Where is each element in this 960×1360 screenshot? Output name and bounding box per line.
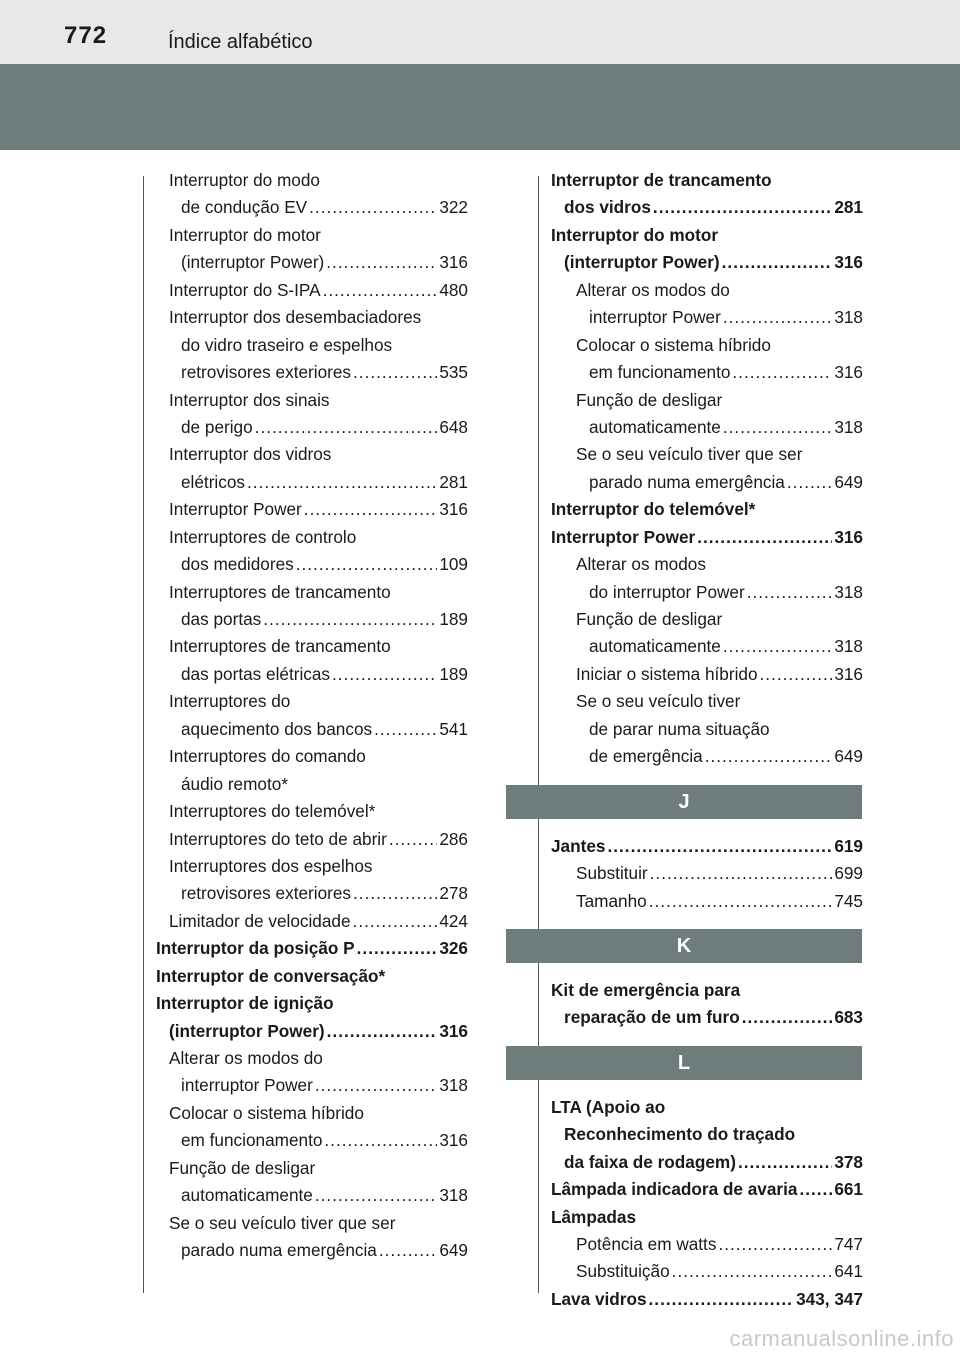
dot-leader <box>697 524 832 551</box>
entry-term: retrovisores exteriores <box>181 362 352 383</box>
entry-page-number: 109 <box>439 554 468 575</box>
entry-term: automaticamente <box>589 416 721 437</box>
index-column-right <box>551 167 863 1313</box>
index-entry <box>551 167 863 194</box>
index-entry <box>156 908 468 935</box>
entry-term: das portas elétricas <box>181 663 331 684</box>
entry-page-number: 278 <box>439 883 468 904</box>
entry-term: da faixa de rodagem) <box>564 1151 736 1172</box>
index-entry <box>551 277 863 304</box>
dot-leader <box>357 935 438 962</box>
entry-term: Interruptor de conversação* <box>156 965 386 986</box>
entry-term: de emergência <box>589 746 703 767</box>
entry-page-number: 378 <box>834 1151 863 1172</box>
entry-term: em funcionamento <box>181 1130 323 1151</box>
entry-term: Substituição <box>576 1261 670 1282</box>
index-entry <box>551 359 863 386</box>
dot-leader <box>374 716 437 743</box>
dot-leader <box>799 1176 832 1203</box>
index-entry <box>156 1127 468 1154</box>
entry-page-number: 649 <box>834 746 863 767</box>
entry-term: LTA (Apoio ao <box>551 1096 666 1117</box>
index-entry <box>156 771 468 798</box>
dot-leader <box>389 826 437 853</box>
dot-leader <box>723 633 832 660</box>
dot-leader <box>247 469 437 496</box>
entry-term: do vidro traseiro e espelhos <box>181 334 393 355</box>
dot-leader <box>723 304 832 331</box>
dot-leader <box>315 1182 437 1209</box>
entry-term: em funcionamento <box>589 362 731 383</box>
entry-term: parado numa emergência <box>589 471 785 492</box>
entry-term: automaticamente <box>181 1185 313 1206</box>
index-entry <box>156 194 468 221</box>
entry-page-number: 424 <box>439 910 468 931</box>
index-entry <box>551 1231 863 1258</box>
entry-page-number: 747 <box>834 1234 863 1254</box>
index-entry <box>156 826 468 853</box>
index-entry <box>551 332 863 359</box>
entry-page-number: 189 <box>439 663 468 684</box>
index-entry <box>156 1155 468 1182</box>
left-column-rule <box>143 176 144 1293</box>
entry-page-number: 541 <box>439 718 468 739</box>
index-entry <box>156 277 468 304</box>
index-entry <box>156 743 468 770</box>
right-column-rule <box>538 176 539 1293</box>
entry-term: de parar numa situação <box>589 718 770 739</box>
entry-page-number: 745 <box>834 890 863 911</box>
entry-term: Interruptores de controlo <box>169 526 357 547</box>
entry-term: reparação de um furo <box>564 1007 740 1028</box>
entry-page-number: 316 <box>439 252 468 273</box>
entry-term: Tamanho <box>576 890 647 911</box>
index-entry <box>551 977 863 1004</box>
page-header <box>0 0 960 64</box>
entry-page-number: 316 <box>439 499 468 520</box>
entry-page-number: 619 <box>834 835 863 856</box>
index-entry <box>551 496 863 523</box>
entry-term: Iniciar o sistema híbrido <box>576 663 758 684</box>
dot-leader <box>309 194 437 221</box>
entry-term: Interruptor do motor <box>551 224 719 245</box>
dot-leader <box>705 743 833 770</box>
entry-page-number: 281 <box>439 471 468 492</box>
entry-page-number: 316 <box>834 252 863 273</box>
index-entry <box>551 469 863 496</box>
dot-leader <box>315 1072 437 1099</box>
entry-page-number: 189 <box>439 609 468 629</box>
entry-term: Interruptores dos espelhos <box>169 855 373 876</box>
dot-leader <box>738 1149 832 1176</box>
index-entry <box>551 194 863 221</box>
entry-term: Interruptores do comando <box>169 746 366 767</box>
index-entry <box>551 743 863 770</box>
entry-term: Alterar os modos <box>576 554 706 575</box>
index-entry <box>156 167 468 194</box>
entry-page-number: 316 <box>834 362 863 383</box>
dot-leader <box>723 414 832 441</box>
entry-page-number: 318 <box>439 1185 468 1206</box>
entry-page-number: 661 <box>834 1179 863 1200</box>
dot-leader <box>332 661 437 688</box>
entry-page-number: 649 <box>439 1240 468 1261</box>
dot-leader <box>324 1127 437 1154</box>
index-entry <box>551 1204 863 1231</box>
index-entry <box>156 332 468 359</box>
index-entry <box>551 1258 863 1285</box>
entry-term: Lâmpada indicadora de avaria <box>551 1179 798 1200</box>
index-entry <box>156 304 468 331</box>
index-entry <box>156 606 468 633</box>
entry-term: Função de desligar <box>576 609 723 629</box>
entry-term: Se o seu veículo tiver <box>576 691 741 712</box>
entry-term: Lâmpadas <box>551 1206 637 1227</box>
entry-term: Alterar os modos do <box>169 1048 323 1068</box>
entry-term: Interruptor do motor <box>169 224 321 245</box>
entry-term: dos vidros <box>564 197 651 218</box>
entry-term: interruptor Power <box>589 307 721 328</box>
entry-term: Interruptores do teto de abrir <box>169 828 387 849</box>
entry-term: Substituir <box>576 863 648 884</box>
dot-leader <box>649 1286 795 1313</box>
entry-term: Se o seu veículo tiver que ser <box>576 444 803 465</box>
index-entry <box>156 414 468 441</box>
entry-term: automaticamente <box>589 636 721 657</box>
dot-leader <box>747 579 833 606</box>
dot-leader <box>353 359 437 386</box>
index-entry <box>156 661 468 688</box>
entry-term: Interruptores do telemóvel* <box>169 801 376 822</box>
index-entry <box>551 661 863 688</box>
header-band <box>0 64 960 150</box>
dot-leader <box>607 833 832 860</box>
entry-term: das portas <box>181 609 262 629</box>
index-entry <box>551 1004 863 1031</box>
entry-page-number: 641 <box>834 1261 863 1282</box>
entry-term: Interruptor da posição P <box>156 938 355 959</box>
index-entry <box>551 441 863 468</box>
entry-term: retrovisores exteriores <box>181 883 352 904</box>
watermark: carmanualsonline.info <box>729 1326 954 1351</box>
entry-page-number: 318 <box>834 581 863 602</box>
index-entry <box>156 1045 468 1072</box>
entry-page-number: 683 <box>834 1007 863 1028</box>
dot-leader <box>653 194 832 221</box>
entry-page-number: 318 <box>834 416 863 437</box>
entry-term: Colocar o sistema híbrido <box>576 334 771 355</box>
dot-leader <box>379 1237 437 1264</box>
index-entry <box>156 249 468 276</box>
entry-term: dos medidores <box>181 554 294 575</box>
dot-leader <box>649 888 833 915</box>
index-entry <box>551 304 863 331</box>
index-entry <box>551 222 863 249</box>
index-entry <box>551 551 863 578</box>
page-number: 772 <box>64 22 108 49</box>
entry-term: Se o seu veículo tiver que ser <box>169 1212 396 1233</box>
entry-term: Limitador de velocidade <box>169 910 351 931</box>
entry-term: Função de desligar <box>576 389 723 410</box>
index-entry <box>551 1286 863 1313</box>
index-entry <box>551 414 863 441</box>
index-entry <box>551 833 863 860</box>
index-entry <box>551 524 863 551</box>
index-entry <box>156 1018 468 1045</box>
index-entry <box>551 716 863 743</box>
dot-leader <box>327 1018 438 1045</box>
dot-leader <box>722 249 833 276</box>
index-entry <box>551 579 863 606</box>
dot-leader <box>353 880 437 907</box>
entry-page-number: 316 <box>439 1130 468 1151</box>
entry-term: Interruptores de trancamento <box>169 636 391 657</box>
index-entry <box>551 860 863 887</box>
index-column-left <box>156 167 468 1265</box>
index-entry <box>156 853 468 880</box>
entry-term: Função de desligar <box>169 1157 316 1178</box>
entry-term: Colocar o sistema híbrido <box>169 1102 364 1123</box>
index-entry <box>551 606 863 633</box>
entry-term: Interruptor dos vidros <box>169 444 332 465</box>
entry-term: Jantes <box>551 835 606 856</box>
index-entry <box>156 1237 468 1264</box>
entry-term: Alterar os modos do <box>576 279 730 300</box>
dot-leader <box>742 1004 833 1031</box>
page-title: Índice alfabético <box>168 31 313 53</box>
entry-page-number: 286 <box>439 828 468 849</box>
dot-leader <box>353 908 438 935</box>
entry-page-number: 699 <box>834 863 863 884</box>
index-entry <box>551 1149 863 1176</box>
dot-leader <box>304 496 438 523</box>
index-entry <box>156 551 468 578</box>
entry-page-number: 322 <box>439 197 468 218</box>
dot-leader <box>326 249 437 276</box>
entry-page-number: 649 <box>834 471 863 492</box>
index-entry <box>551 249 863 276</box>
entry-term: Reconhecimento do traçado <box>564 1124 796 1145</box>
index-entry <box>551 1121 863 1148</box>
index-entry <box>551 1176 863 1203</box>
entry-term: (interruptor Power) <box>169 1020 325 1041</box>
entry-page-number: 281 <box>834 197 863 218</box>
entry-term: Interruptores de trancamento <box>169 581 391 602</box>
entry-term: áudio remoto* <box>181 773 289 794</box>
entry-page-number: 318 <box>834 636 863 657</box>
entry-term: de perigo <box>181 416 253 437</box>
entry-page-number: 326 <box>439 938 468 959</box>
index-entry <box>156 798 468 825</box>
index-entry <box>551 688 863 715</box>
entry-page-number: 318 <box>834 307 863 328</box>
index-entry <box>156 1210 468 1237</box>
index-entry <box>551 1094 863 1121</box>
entry-page-number: 480 <box>439 279 468 300</box>
entry-term: Interruptor Power <box>551 526 696 547</box>
index-entry <box>551 633 863 660</box>
entry-page-number: 343, 347 <box>796 1288 863 1309</box>
entry-term: (interruptor Power) <box>564 252 720 273</box>
dot-leader <box>732 359 832 386</box>
index-entry <box>156 990 468 1017</box>
entry-term: Kit de emergência para <box>551 979 741 1000</box>
entry-term: Interruptor do telemóvel* <box>551 499 756 520</box>
index-entry <box>156 222 468 249</box>
index-entry <box>156 716 468 743</box>
index-entry <box>551 387 863 414</box>
index-entry <box>551 888 863 915</box>
dot-leader <box>323 277 438 304</box>
dot-leader <box>787 469 832 496</box>
section-letter-header: K <box>506 929 862 963</box>
index-entry <box>156 1072 468 1099</box>
index-entry <box>156 496 468 523</box>
dot-leader <box>650 860 833 887</box>
index-entry <box>156 1100 468 1127</box>
entry-page-number: 648 <box>439 416 468 437</box>
section-letter-header: L <box>506 1046 862 1080</box>
entry-term: Interruptor do S-IPA <box>169 279 321 300</box>
entry-term: (interruptor Power) <box>181 252 325 273</box>
entry-term: do interruptor Power <box>589 581 745 602</box>
dot-leader <box>255 414 438 441</box>
index-entry <box>156 579 468 606</box>
entry-term: Interruptor de ignição <box>156 993 334 1014</box>
entry-term: Interruptor Power <box>169 499 302 520</box>
section-letter-header: J <box>506 785 862 819</box>
dot-leader <box>718 1231 832 1258</box>
index-entry <box>156 441 468 468</box>
index-entry <box>156 963 468 990</box>
entry-term: parado numa emergência <box>181 1240 377 1261</box>
index-entry <box>156 524 468 551</box>
entry-term: Interruptor dos sinais <box>169 389 330 410</box>
entry-term: Interruptor de trancamento <box>551 170 772 190</box>
index-entry <box>156 387 468 414</box>
index-entry <box>156 880 468 907</box>
dot-leader <box>296 551 438 578</box>
entry-term: Lava vidros <box>551 1288 647 1309</box>
entry-page-number: 316 <box>439 1020 468 1041</box>
entry-term: aquecimento dos bancos <box>181 718 373 739</box>
index-entry <box>156 633 468 660</box>
dot-leader <box>672 1258 833 1285</box>
entry-term: de condução EV <box>181 197 308 218</box>
entry-term: Potência em watts <box>576 1234 717 1254</box>
entry-page-number: 535 <box>439 362 468 383</box>
entry-term: Interruptor do modo <box>169 170 320 190</box>
index-entry <box>156 359 468 386</box>
dot-leader <box>760 661 833 688</box>
entry-page-number: 316 <box>834 526 863 547</box>
index-entry <box>156 1182 468 1209</box>
entry-term: Interruptores do <box>169 691 291 712</box>
entry-page-number: 316 <box>834 663 863 684</box>
entry-term: elétricos <box>181 471 245 492</box>
dot-leader <box>263 606 437 633</box>
entry-term: Interruptor dos desembaciadores <box>169 307 422 328</box>
entry-term: interruptor Power <box>181 1075 313 1096</box>
index-entry <box>156 935 468 962</box>
index-entry <box>156 688 468 715</box>
entry-page-number: 318 <box>439 1075 468 1096</box>
index-entry <box>156 469 468 496</box>
